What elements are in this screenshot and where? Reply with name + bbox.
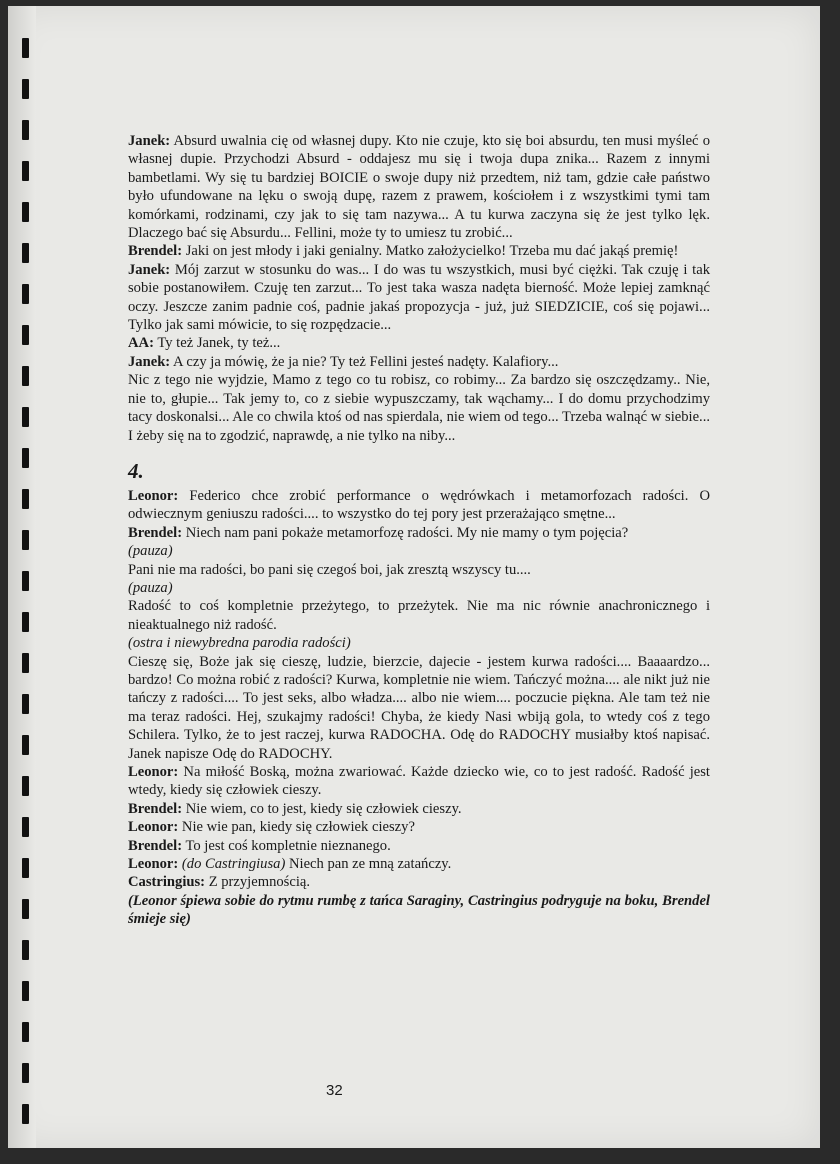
dialogue-line — [128, 353, 710, 371]
binding-hole — [22, 202, 29, 222]
binding-hole — [22, 1022, 29, 1042]
binding-hole — [22, 407, 29, 427]
binding-hole — [22, 1063, 29, 1083]
speaker-name: Brendel: — [128, 837, 183, 854]
binding-hole — [22, 817, 29, 837]
binding-hole — [22, 940, 29, 960]
dialogue-line — [128, 542, 710, 560]
speaker-name: Leonor: — [128, 764, 179, 780]
binding-hole — [22, 120, 29, 140]
binding-hole — [22, 694, 29, 714]
dialogue-line — [128, 524, 710, 542]
binding-hole — [22, 79, 29, 99]
binding-hole — [22, 366, 29, 386]
speech-text: Federico chce zrobić performance o wędrówkach i metamorfozach radości. O odwiecznym geniuszu radości.... to wszystko do tej pory jest przerażająco smętne... — [128, 487, 710, 523]
speech-text: Nie wie pan, kiedy się człowiek cieszy? — [181, 819, 415, 836]
speaker-name: Castringius: — [128, 874, 206, 891]
dialogue-line — [128, 242, 710, 260]
binding-hole — [22, 448, 29, 468]
dialogue-line — [128, 597, 710, 634]
speech-text: A czy ja mówię, że ja nie? Ty też Fellini jesteś nadęty. Kalafiory... — [173, 353, 559, 370]
dialogue-line — [128, 763, 710, 800]
dialogue-line — [128, 561, 710, 579]
dialogue-block-2 — [128, 487, 710, 929]
dialogue-line — [128, 837, 710, 855]
speaker-name: Janek: — [128, 261, 171, 278]
binding-hole — [22, 1104, 29, 1124]
speech-text: Niech nam pani pokaże metamorfozę radości. My nie mamy o tym pojęcia? — [185, 524, 629, 541]
dialogue-line — [128, 653, 710, 763]
binding-hole — [22, 735, 29, 755]
speech-text: Pani nie ma radości, bo pani się czegoś boi, jak zresztą wszyscy tu.... — [128, 561, 531, 578]
binding-hole — [22, 653, 29, 673]
stage-direction: (Leonor śpiewa sobie do rytmu rumbę z tańca Saraginy, Castringius podryguje na boku, Brendel śmieje się) — [128, 892, 710, 928]
speech-text: Radość to coś kompletnie przeżytego, to przeżytek. Nie ma nic równie anachronicznego i nieaktualnego niż radość. — [128, 598, 710, 633]
dialogue-line — [128, 132, 710, 242]
binding-hole — [22, 284, 29, 304]
speech-text: Nic z tego nie wyjdzie, Mamo z tego co tu robisz, co robimy... Za bardzo się oszczędzamy.. Nie, nie to, głupie... Tak jemy to, co z siebie wypuszczamy, tak wąchamy... I do domu przychodzimy tacy doskonalsi... Ale co chwila ktoś od nas spierdala, nie wiem od tego... Trzeba walnąć w siebie... I żeby się na to zgodzić, naprawdę, a nie tylko na niby... — [128, 372, 710, 444]
stage-direction: (pauza) — [128, 579, 173, 596]
page-number: 32 — [326, 1082, 343, 1099]
speech-text: Na miłość Boską, można zwariować. Każde dziecko wie, co to jest radość. Radość jest wtedy, kiedy się człowiek cieszy. — [128, 764, 710, 799]
dialogue-line — [128, 487, 710, 524]
speech-text: Z przyjemnością. — [208, 874, 310, 891]
speaker-name: Janek: — [128, 133, 171, 149]
speech-text: Nie wiem, co to jest, kiedy się człowiek cieszy. — [185, 800, 462, 817]
speaker-name: Leonor: — [128, 856, 179, 873]
dialogue-line — [128, 818, 710, 836]
speech-text: To jest coś kompletnie nieznanego. — [185, 837, 391, 854]
dialogue-line — [128, 579, 710, 597]
speech-text: Ty też Janek, ty też... — [157, 335, 281, 352]
speech-text: Niech pan ze mną zatańczy. — [288, 856, 452, 873]
binding-hole — [22, 243, 29, 263]
dialogue-line — [128, 800, 710, 818]
speaker-name: Leonor: — [128, 487, 179, 504]
stage-direction: (ostra i niewybredna parodia radości) — [128, 635, 351, 652]
binding-hole — [22, 612, 29, 632]
binding-hole — [22, 776, 29, 796]
dialogue-line — [128, 855, 710, 873]
script-text — [128, 132, 710, 929]
binding-hole — [22, 489, 29, 509]
dialogue-line — [128, 873, 710, 891]
binding-hole — [22, 161, 29, 181]
dialogue-block-1 — [128, 132, 710, 445]
speech-text: Absurd uwalnia cię od własnej dupy. Kto nie czuje, kto się boi absurdu, ten musi myśleć o własnej dupie. Przychodzi Absurd - oddajesz mu się i twoja dupa znika... Razem z innymi bambetlami. Wy się tu bardziej BOICIE o swoje dupy niż przedtem, niż tam, gdzie całe państwo było ufundowane na lęku o swoją dupę, razem z prawem, kościołem i z wszystkimi tymi tam komórkami, rodzinami, czy jak to się tam nazywa... A tu kurwa zaczyna się że jest tylko lęk. Dlaczego bać się Absurdu... Fellini, może ty to umiesz tu zrobić... — [128, 133, 711, 242]
binding-hole — [22, 38, 29, 58]
scene-heading: 4. — [128, 458, 144, 483]
speech-text: Mój zarzut w stosunku do was... I do was tu wszystkich, musi być ciężki. Tak czuję i tak sobie postanowiłem. Czuję ten zarzut... To jest taka wasza nadęta bierność. Może lepiej zamknąć oczy. Jeszcze zanim padnie coś, padnie jakaś propozycja - już, już SIEDZICIE, coś się pojawi... Tylko jak sami mówicie, to się rozpędzacie... — [128, 261, 710, 334]
binding-hole — [22, 325, 29, 345]
binding-hole — [22, 899, 29, 919]
dialogue-line — [128, 261, 710, 335]
speaker-name: AA: — [128, 335, 154, 352]
dialogue-line — [128, 892, 710, 929]
binding-hole — [22, 530, 29, 550]
speaker-name: Brendel: — [128, 800, 183, 817]
speaker-name: Brendel: — [128, 243, 183, 260]
dialogue-line — [128, 371, 710, 445]
speech-text: Cieszę się, Boże jak się cieszę, ludzie, bierzcie, dajecie - jestem kurwa radości.... Baaaardzo... bardzo! Co można robić z radości? Kurwa, kompletnie nie wiem. Tańczyć można.... ale nikt już nie tańczy z radości.... To jest seks, albo władza.... albo nie wiem.... poczucie piękna. Ale tam też nie ma teraz radości. Hej, szukajmy radości! Chyba, że kiedy Nasi wbiją gola, to wtedy coś z tego Schilera. Tylko, że to jest raczej, kurwa RADOCHA. Odę do RADOCHY musiałby ktoś napisać. Janek napisze Odę do RADOCHY. — [128, 653, 710, 762]
dialogue-line — [128, 634, 710, 652]
dialogue-line — [128, 334, 710, 352]
binding-hole — [22, 858, 29, 878]
speaker-name: Brendel: — [128, 524, 183, 541]
stage-direction-inline: (do Castringiusa) — [181, 856, 286, 873]
binding-hole — [22, 571, 29, 591]
binding-hole — [22, 981, 29, 1001]
speaker-name: Janek: — [128, 353, 171, 370]
speech-text: Jaki on jest młody i jaki genialny. Matko założycielko! Trzeba mu dać jakąś premię! — [185, 243, 679, 260]
document-page — [8, 6, 820, 1148]
speaker-name: Leonor: — [128, 819, 179, 836]
stage-direction: (pauza) — [128, 543, 173, 560]
